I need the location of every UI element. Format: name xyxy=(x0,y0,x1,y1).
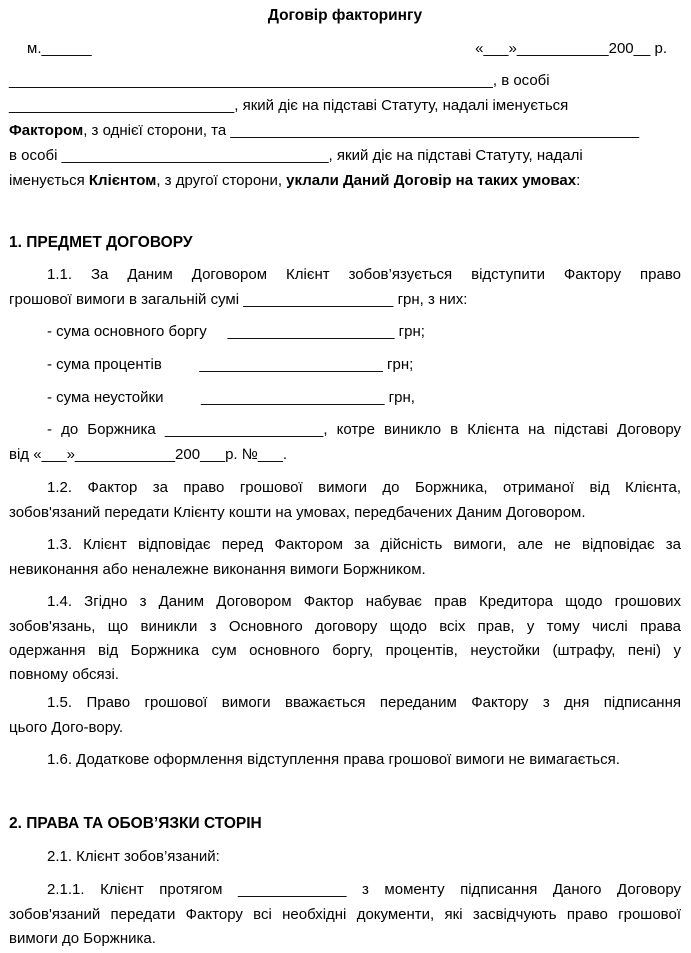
clause-2-1-1-line-3: вимоги до Боржника. xyxy=(9,930,156,947)
factor-term: Фактором xyxy=(9,122,84,139)
factor-name-blank[interactable]: __________________________________________________________ xyxy=(9,72,493,89)
preamble-text: , з другої сторони, xyxy=(156,172,287,189)
city-date-line xyxy=(9,40,681,58)
preamble-text: , з однієї сторони, та xyxy=(83,122,231,139)
clause-1-1-line-1: 1.1. За Даним Договором Клієнт зобов’язується відступити Фактору право xyxy=(47,266,681,283)
preamble-text: , в особі xyxy=(492,72,550,89)
factor-representative-blank[interactable]: ___________________________ xyxy=(9,97,235,114)
clause-2-1-1-line-1: 2.1.1. Клієнт протягом _____________ з моменту підписання Даного Договору xyxy=(47,881,681,898)
agreement-clause: уклали Даний Договір на таких умовах xyxy=(286,172,577,189)
clause-1-4-line-1: 1.4. Згідно з Даним Договором Фактор набуває прав Кредитора щодо грошових xyxy=(47,593,681,610)
preamble-line-2 xyxy=(9,97,681,115)
item-debtor-line-2: від «___»____________200___р. №___. xyxy=(9,446,288,463)
client-term: Клієнтом xyxy=(88,172,157,189)
clause-1-3-line-1: 1.3. Клієнт відповідає перед Фактором за дійсність вимоги, але не відповідає за xyxy=(47,536,681,553)
date-field[interactable]: «___»___________200__ р. xyxy=(475,40,667,57)
preamble-text: : xyxy=(576,172,581,189)
client-representative-blank[interactable]: ________________________________ xyxy=(61,147,329,164)
document-title: Договір факторингу xyxy=(267,7,423,24)
clause-1-4-line-3: одержання від Боржника сум основного боргу, процентів, неустойки (штрафу, пені) у xyxy=(9,642,681,659)
preamble-line-4 xyxy=(9,147,681,165)
clause-1-3-line-2: невиконання або неналежне виконання вимоги Боржником. xyxy=(9,561,426,578)
section-2-heading: 2. ПРАВА ТА ОБОВ’ЯЗКИ СТОРІН xyxy=(9,815,262,832)
city-field[interactable]: м.______ xyxy=(27,40,92,57)
item-debtor-line-1: - до Боржника ___________________, котре виникло в Клієнта на підставі Договору xyxy=(47,421,681,438)
clause-1-4-line-4: повному обсязі. xyxy=(9,666,119,683)
clause-2-1: 2.1. Клієнт зобов’язаний: xyxy=(47,848,220,865)
section-1-heading: 1. ПРЕДМЕТ ДОГОВОРУ xyxy=(9,234,193,251)
clause-1-2-line-2: зобов'язаний передати Клієнту кошти на умовах, передбачених Даним Договором. xyxy=(9,504,586,521)
preamble-line-5 xyxy=(9,172,681,190)
preamble-text: в особі xyxy=(9,147,62,164)
preamble-line-1 xyxy=(9,72,681,90)
clause-2-1-1-line-2: зобов'язаний передати Фактору всі необхідні документи, які засвідчують право грошової xyxy=(9,906,681,923)
clause-1-6: 1.6. Додаткове оформлення відступлення права грошової вимоги не вимагається. xyxy=(47,751,620,768)
preamble-text: іменується xyxy=(9,172,89,189)
item-principal-debt: - сума основного боргу ____________________ грн; xyxy=(47,323,425,340)
clause-1-2-line-1: 1.2. Фактор за право грошової вимоги до Боржника, отриманої від Клієнта, xyxy=(47,479,681,496)
preamble-text: , який діє на підставі Статуту, надалі xyxy=(328,147,583,164)
clause-1-1-line-2: грошової вимоги в загальній сумі __________________ грн, з них: xyxy=(9,291,468,308)
item-interest: - сума процентів ______________________ грн; xyxy=(47,356,414,373)
preamble-text: , який діє на підставі Статуту, надалі іменується xyxy=(234,97,569,114)
client-name-blank[interactable]: _________________________________________________ xyxy=(230,122,640,139)
item-penalty: - сума неустойки ______________________ грн, xyxy=(47,389,415,406)
clause-1-5-line-2: цього Дого-вору. xyxy=(9,719,124,736)
preamble-line-3 xyxy=(9,122,681,140)
clause-1-5-line-1: 1.5. Право грошової вимоги вважається переданим Фактору з дня підписання xyxy=(47,694,681,711)
clause-1-4-line-2: зобов'язань, що виникли з Основного договору щодо всіх прав, у тому числі права xyxy=(9,618,681,635)
